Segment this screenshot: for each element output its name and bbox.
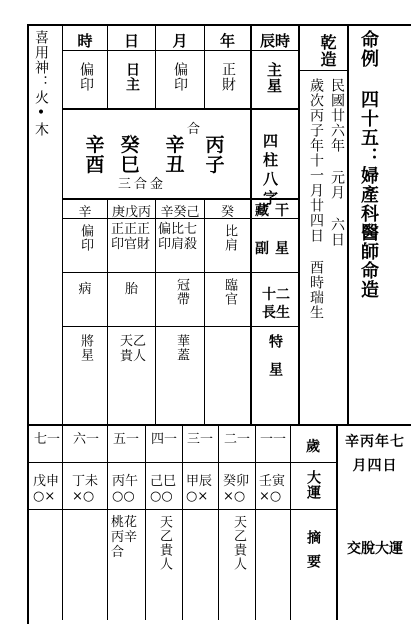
dayun-pillar-71: 戊申○× [33, 474, 60, 504]
birth-line-1: 民國廿六年 元月 六日 [329, 78, 345, 247]
qianzao-label: 乾造 [318, 34, 337, 68]
changsheng-month: 冠帶 [174, 278, 189, 306]
dayun-note-21: 天乙貴人 [231, 515, 246, 571]
he-note: 合 [187, 122, 201, 137]
jiaotuo-date: 辛丙年七月四日 [345, 434, 405, 474]
side-note: 喜用神：火•木 [33, 30, 49, 137]
zhuxing-hour: 偏印 [78, 62, 94, 92]
dayun-age-11: 一一 [259, 432, 286, 447]
fuxing-month: 偏比七印肩殺 [158, 222, 198, 252]
birth-line-2: 歲次丙子年十一月廿四日 酉時瑞生 [308, 78, 324, 320]
zhuxing-month: 偏印 [172, 62, 188, 92]
dayun-pillar-61: 丁未×○ [72, 474, 99, 504]
zhuxing-label: 主星 [265, 62, 283, 94]
page-title: 命例 四十五：婦產科醫師命造 [358, 30, 379, 299]
stem-day: 癸 [120, 134, 140, 156]
dayun-age-21: 二一 [223, 432, 250, 447]
dayun-note-51: 桃花 丙辛合 [111, 515, 138, 560]
texing-day: 天乙貴人 [119, 334, 146, 364]
dayun-age-41: 四一 [150, 432, 177, 447]
header-month: 月 [172, 32, 188, 50]
zhuxing-year: 正財 [220, 62, 236, 92]
dayun-note-41: 天乙貴人 [157, 515, 172, 571]
stem-hour: 辛 [85, 134, 105, 156]
changsheng-year: 臨官 [222, 278, 237, 306]
canggan-day: 庚戊丙 [111, 205, 151, 220]
dayun-pillar-21: 癸卯×○ [223, 474, 250, 504]
dayun-age-61: 六一 [72, 432, 99, 447]
fuxing-year: 比肩 [222, 224, 237, 252]
dayun-age-31: 三一 [186, 432, 213, 447]
dayun-pillar-41: 己巳○○ [150, 474, 177, 504]
fuxing-hour: 偏印 [78, 224, 93, 252]
fuxing-day: 正正正印官財 [111, 222, 151, 252]
texing-label: 特星 [267, 334, 283, 390]
pillars-label: 四柱八字 [263, 132, 280, 207]
zhuxing-day: 日主 [124, 62, 140, 92]
dayun-pillar-11: 壬寅×○ [259, 474, 286, 504]
dayun-pillar-51: 丙午○○ [112, 474, 139, 504]
dayun-pillar-31: 甲辰○× [186, 474, 213, 504]
canggan-year: 癸 [220, 205, 234, 220]
canggan-label: 藏干 [255, 203, 295, 219]
header-day: 日 [123, 32, 139, 50]
header-hour: 時 [77, 32, 93, 50]
header-label: 辰時 [259, 32, 290, 50]
texing-month: 華蓋 [174, 334, 189, 362]
dayun-label: 大運 [305, 470, 321, 500]
changsheng-hour: 病 [78, 282, 92, 297]
stem-month: 辛 [165, 134, 185, 156]
sanhe-note: 三合金 [118, 177, 167, 192]
fuxing-label: 副星 [255, 241, 295, 257]
texing-hour: 將星 [78, 334, 93, 362]
jiaotuo-label: 交脫大運 [347, 541, 403, 557]
stem-year: 丙 [205, 134, 225, 156]
suiyun-label: 歲 [306, 439, 320, 455]
branch-hour: 酉 [85, 154, 105, 176]
canggan-month: 辛癸己 [160, 205, 200, 220]
branch-month: 丑 [165, 154, 185, 176]
dayun-age-71: 七一 [33, 432, 60, 447]
canggan-hour: 辛 [78, 205, 92, 220]
zhaiyao-label: 摘要 [305, 530, 321, 578]
changsheng-day: 胎 [124, 282, 138, 297]
changsheng-label: 十二長生 [262, 287, 290, 321]
branch-day: 巳 [120, 154, 140, 176]
branch-year: 子 [205, 154, 225, 176]
header-year: 年 [219, 32, 235, 50]
dayun-age-51: 五一 [112, 432, 139, 447]
